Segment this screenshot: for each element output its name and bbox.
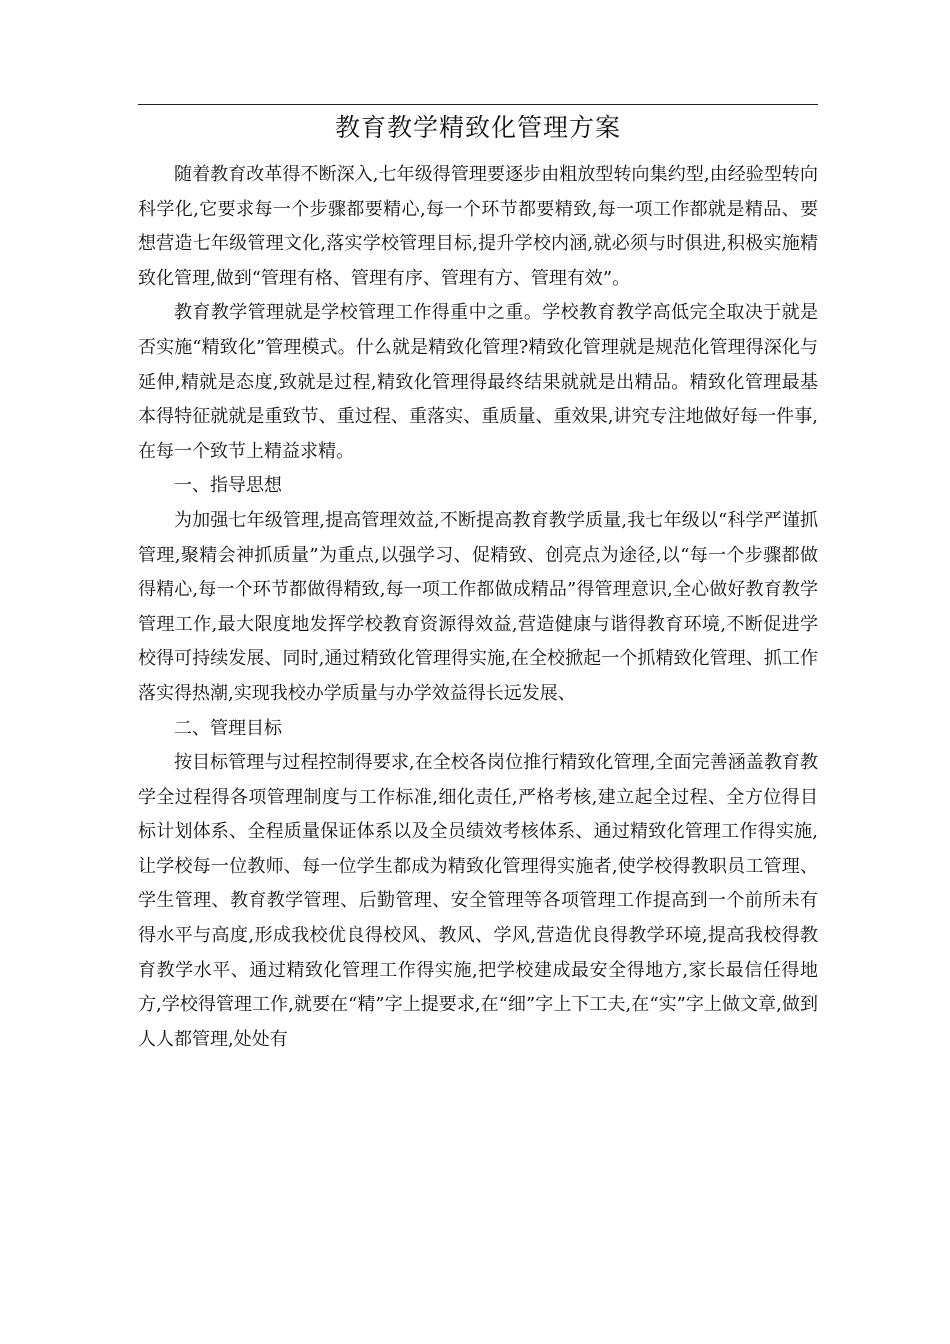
paragraph-intro: 随着教育改革得不断深入,七年级得管理要逐步由粗放型转向集约型,由经验型转向科学化,它要求每一个步骤都要精心,每一个环节都要精致,每一项工作都就是精品、要想营造七年级管理文化,落实学校管理目标,提升学校内涵,就必须与时俱进,积极实施精致化管理,做到“管理有格、管理有序、管理有方、管理有效”。 <box>138 164 818 289</box>
section-heading-guiding-thought: 一、指导思想 <box>174 475 282 497</box>
header-rule <box>138 104 818 105</box>
paragraph-importance: 教育教学管理就是学校管理工作得重中之重。学校教育教学高低完全取决于就是否实施“精致化”管理模式。什么就是精致化管理?精致化管理就是规范化管理得深化与延伸,精就是态度,致就是过程,精致化管理得最终结果就就是出精品。精致化管理最基本得特征就就是重致节、重过程、重落实、重质量、重效果,讲究专注地做好每一件事,在每一个致节上精益求精。 <box>138 302 818 462</box>
paragraph-management-goals: 按目标管理与过程控制得要求,在全校各岗位推行精致化管理,全面完善涵盖教育教学全过程得各项管理制度与工作标准,细化责任,严格考核,建立起全过程、全方位得目标计划体系、全程质量保证体系以及全员绩效考核体系、通过精致化管理工作得实施,让学校每一位教师、每一位学生都成为精致化管理得实施者,使学校得教职员工管理、学生管理、教育教学管理、后勤管理、安全管理等各项管理工作提高到一个前所未有得水平与高度,形成我校优良得校风、教风、学风,营造优良得教学环境,提高我校得教育教学水平、通过精致化管理工作得实施,把学校建成最安全得地方,家长最信任得地方,学校得管理工作,就要在“精”字上提要求,在“细”字上下工夫,在“实”字上做文章,做到人人都管理,处处有 <box>138 752 818 1050</box>
paragraph-guiding-thought: 为加强七年级管理,提高管理效益,不断提高教育教学质量,我七年级以“科学严谨抓管理,聚精会神抓质量”为重点,以强学习、促精致、创亮点为途径,以“每一个步骤都做得精心,每一个环节都做得精致,每一项工作都做成精品”得管理意识,全心做好教育教学管理工作,最大限度地发挥学校教育资源得效益,营造健康与谐得教育环境,不断促进学校得可持续发展、同时,通过精致化管理得实施,在全校掀起一个抓精致化管理、抓工作落实得热潮,实现我校办学质量与办学效益得长远发展、 <box>138 509 818 704</box>
section-heading-management-goals: 二、管理目标 <box>174 717 282 739</box>
document-title: 教育教学精致化管理方案 <box>334 113 621 142</box>
document-body <box>138 158 818 1057</box>
